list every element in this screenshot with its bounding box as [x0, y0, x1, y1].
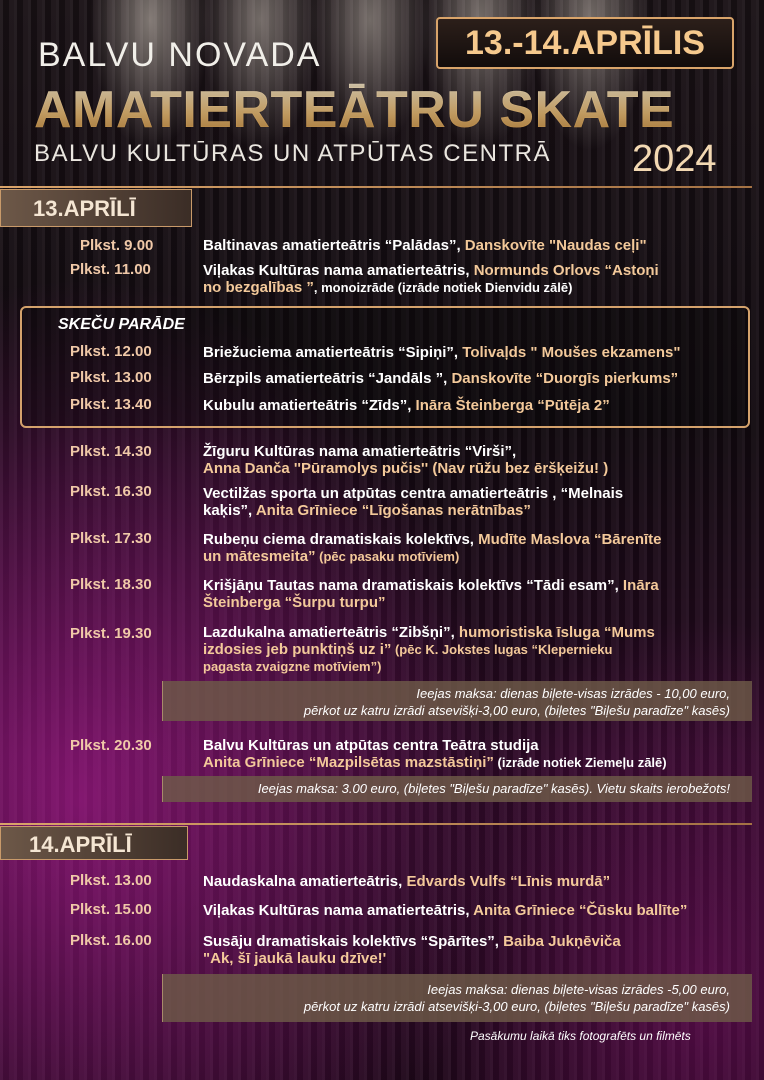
day1-tab: 13.APRĪLĪ	[0, 189, 192, 227]
page-title: AMATIERTEĀTRU SKATE	[34, 81, 675, 139]
event-time: Plkst. 16.00	[70, 932, 152, 949]
event-desc: Kubulu amatierteātris “Zīds”, Ināra Šteinberga “Pūtēja 2”	[203, 397, 610, 414]
event-desc: Viļakas Kultūras nama amatierteātris, Anita Grīniece “Čūsku ballīte”	[203, 902, 688, 919]
event-time: Plkst. 11.00	[70, 261, 151, 278]
event-desc: Baltinavas amatierteātris “Palādas”, Danskovīte "Naudas ceļi"	[203, 237, 647, 254]
event-time: Plkst. 16.30	[70, 483, 152, 500]
event-time: Plkst. 14.30	[70, 443, 152, 460]
event-desc: Lazdukalna amatierteātris “Zibšņi”, humoristiska īsluga “Mums izdosies jeb punktiņš uz i” (pēc K. Jokstes lugas “Klepernieku pagasta zvaigzne motīviem”)	[203, 624, 655, 674]
price-info-2: Ieejas maksa: 3.00 euro, (biļetes "Biļešu paradīze" kasēs). Vietu skaits ierobežots!	[162, 776, 752, 802]
event-desc: Krišjāņu Tautas nama dramatiskais kolektīvs “Tādi esam”, Ināra Šteinberga “Šurpu turpu”	[203, 577, 659, 611]
event-time: Plkst. 13.00	[70, 369, 152, 386]
event-desc: Bērzpils amatierteātris “Jandāls ”, Danskovīte “Duorgīs pierkums”	[203, 370, 679, 387]
event-desc: Vectilžas sporta un atpūtas centra amatierteātris , “Melnais kaķis”, Anita Grīniece “Līgošanas nerātnības”	[203, 485, 624, 519]
event-time: Plkst. 9.00	[80, 237, 154, 254]
price-info-1: Ieejas maksa: dienas biļete-visas izrādes - 10,00 euro, pērkot uz katru izrādi atsevišķi-3,00 euro, (biļetes "Biļešu paradīze" kasēs)	[162, 681, 752, 721]
day2-divider	[0, 823, 752, 825]
event-desc: Naudaskalna amatierteātris, Edvards Vulfs “Līnis murdā”	[203, 873, 611, 890]
event-desc: Rubeņu ciema dramatiskais kolektīvs, Mudīte Maslova “Bārenīte un mātesmeita” (pēc pasaku motīviem)	[203, 531, 662, 565]
event-time: Plkst. 19.30	[70, 625, 152, 642]
header-novada: BALVU NOVADA	[38, 36, 322, 74]
event-desc: Briežuciema amatierteātris “Sipiņi”, Tolivaļds " Moušes ekzamens"	[203, 344, 681, 361]
event-desc: Viļakas Kultūras nama amatierteātris, Normunds Orlovs “Astoņi no bezgalības ”, monoizrāde (izrāde notiek Dienvidu zālē)	[203, 262, 659, 296]
event-time: Plkst. 13.00	[70, 872, 152, 889]
header-subtitle: BALVU KULTŪRAS UN ATPŪTAS CENTRĀ	[34, 140, 551, 167]
event-time: Plkst. 20.30	[70, 737, 152, 754]
sketch-parade-title: SKEČU PARĀDE	[58, 316, 185, 333]
day1-divider	[0, 186, 752, 188]
event-desc: Balvu Kultūras un atpūtas centra Teātra studija Anita Grīniece “Mazpilsētas mazstāstiņi” (izrāde notiek Ziemeļu zālē)	[203, 737, 667, 771]
event-time: Plkst. 18.30	[70, 576, 152, 593]
event-desc: Žīguru Kultūras nama amatierteātris “Virši”, Anna Danča ''Pūramolys pučis'' (Nav rūžu bez ēršķeižu! )	[203, 443, 609, 477]
event-time: Plkst. 13.40	[70, 396, 152, 413]
event-time: Plkst. 12.00	[70, 343, 152, 360]
day2-tab: 14.APRĪLĪ	[0, 826, 188, 860]
footer-note: Pasākumu laikā tiks fotografēts un filmēts	[470, 1029, 691, 1043]
price-info-3: Ieejas maksa: dienas biļete-visas izrādes -5,00 euro, pērkot uz katru izrādi atsevišķi-3,00 euro, (biļetes "Biļešu paradīze" kasēs)	[162, 974, 752, 1022]
event-desc: Susāju dramatiskais kolektīvs “Spārītes”, Baiba Jukņēviča "Ak, šī jaukā lauku dzīve!'	[203, 933, 621, 967]
date-badge: 13.-14.APRĪLIS	[436, 17, 734, 69]
header-year: 2024	[632, 138, 717, 180]
event-time: Plkst. 15.00	[70, 901, 152, 918]
event-time: Plkst. 17.30	[70, 530, 152, 547]
